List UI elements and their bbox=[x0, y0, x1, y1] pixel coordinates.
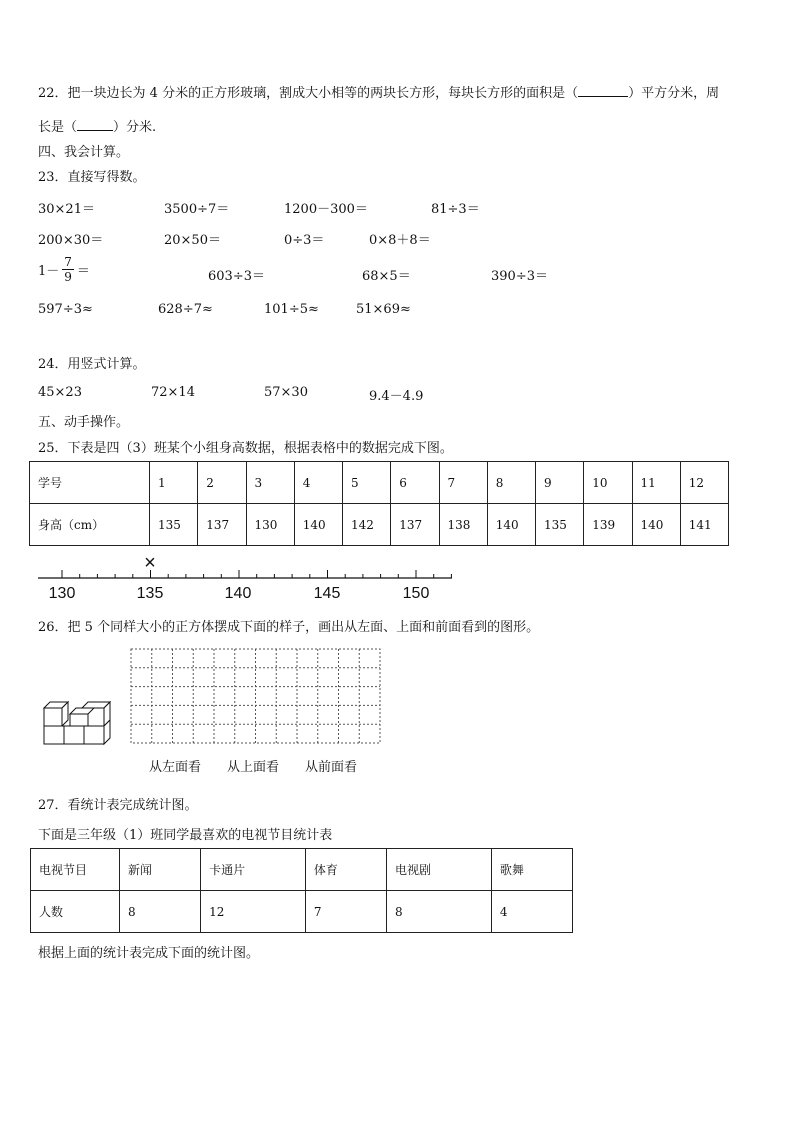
q23-r4-c2: 628÷7≈ bbox=[158, 302, 213, 317]
view-label-front: 从前面看 bbox=[305, 760, 358, 775]
q27-subtitle: 下面是三年级（1）班同学最喜欢的电视节目统计表 bbox=[38, 828, 333, 843]
q22-text-b: ）平方分米，周 bbox=[628, 86, 720, 101]
table-cell: 135 bbox=[536, 504, 584, 546]
q23-r3-c2: 603÷3＝ bbox=[208, 269, 265, 284]
q25-title: 25．下表是四（3）班某个小组身高数据，根据表格中的数据完成下图。 bbox=[38, 441, 453, 456]
table-cell: 体育 bbox=[305, 849, 386, 891]
table-cell: 130 bbox=[246, 504, 294, 546]
q23-r4-c1: 597÷3≈ bbox=[38, 302, 93, 317]
table-cell: 140 bbox=[294, 504, 342, 546]
table-cell: 12 bbox=[201, 891, 306, 933]
q22-line2 bbox=[38, 116, 156, 135]
q23-r2-c3: 0÷3＝ bbox=[284, 233, 325, 248]
table-cell: 140 bbox=[632, 504, 680, 546]
q23-r3-prefix: 1－ bbox=[38, 264, 60, 279]
fraction-denominator: 9 bbox=[64, 270, 72, 284]
q22-area-blank[interactable] bbox=[578, 96, 628, 97]
table-row bbox=[30, 462, 729, 504]
q23-r1-c3: 1200－300＝ bbox=[284, 202, 368, 217]
q24-item-1: 45×23 bbox=[38, 385, 82, 400]
axis-label-145: 145 bbox=[313, 585, 341, 602]
height-number-line bbox=[30, 550, 460, 605]
q23-r1-c2: 3500÷7＝ bbox=[164, 202, 230, 217]
q23-r3-c4: 390÷3＝ bbox=[491, 269, 548, 284]
q24-item-4: 9.4－4.9 bbox=[369, 389, 424, 404]
q22-text-c: 长是（ bbox=[38, 120, 78, 135]
table-cell: 2 bbox=[198, 462, 246, 504]
table-cell: 9 bbox=[536, 462, 584, 504]
table-cell: 5 bbox=[343, 462, 391, 504]
view-label-left: 从左面看 bbox=[149, 760, 202, 775]
axis-label-135: 135 bbox=[136, 585, 164, 602]
row-header-height: 身高（cm） bbox=[30, 504, 150, 546]
q23-r3-c1 bbox=[38, 255, 90, 284]
q22-text-d: ）分米. bbox=[113, 120, 157, 135]
axis-label-150: 150 bbox=[402, 585, 430, 602]
table-cell: 10 bbox=[584, 462, 632, 504]
q23-r3-suffix: ＝ bbox=[76, 264, 90, 279]
q22-text-a: 22．把一块边长为 4 分米的正方形玻璃，割成大小相等的两块长方形，每块长方形的面积是（ bbox=[38, 86, 579, 101]
number-line-ticks bbox=[62, 570, 451, 578]
q27-footer: 根据上面的统计表完成下面的统计图。 bbox=[38, 946, 260, 961]
height-table bbox=[29, 461, 729, 546]
table-cell: 8 bbox=[120, 891, 201, 933]
q22-line1 bbox=[38, 82, 719, 101]
q23-r1-c4: 81÷3＝ bbox=[431, 202, 480, 217]
table-cell: 12 bbox=[680, 462, 728, 504]
row-header-count: 人数 bbox=[31, 891, 120, 933]
dotted-drawing-grid[interactable] bbox=[130, 648, 381, 744]
cube-stack-figure bbox=[40, 690, 116, 748]
q24-title: 24．用竖式计算。 bbox=[38, 357, 146, 372]
table-cell: 137 bbox=[198, 504, 246, 546]
q23-r1-c1: 30×21＝ bbox=[38, 202, 95, 217]
axis-label-130: 130 bbox=[48, 585, 76, 602]
q23-r4-c3: 101÷5≈ bbox=[264, 302, 319, 317]
table-cell: 1 bbox=[150, 462, 198, 504]
q23-title: 23．直接写得数。 bbox=[38, 170, 146, 185]
q23-fraction bbox=[62, 255, 74, 284]
q23-r2-c4: 0×8＋8＝ bbox=[369, 233, 431, 248]
row-header-program: 电视节目 bbox=[31, 849, 120, 891]
table-cell: 8 bbox=[487, 462, 535, 504]
table-cell: 141 bbox=[680, 504, 728, 546]
q23-r4-c4: 51×69≈ bbox=[356, 302, 411, 317]
table-cell: 11 bbox=[632, 462, 680, 504]
q23-r3-c3: 68×5＝ bbox=[362, 269, 411, 284]
table-cell: 140 bbox=[487, 504, 535, 546]
table-cell: 7 bbox=[305, 891, 386, 933]
table-cell: 3 bbox=[246, 462, 294, 504]
table-cell: 8 bbox=[387, 891, 492, 933]
table-cell: 4 bbox=[294, 462, 342, 504]
axis-label-140: 140 bbox=[224, 585, 252, 602]
q24-item-3: 57×30 bbox=[264, 385, 308, 400]
q27-title: 27．看统计表完成统计图。 bbox=[38, 798, 198, 813]
table-cell: 7 bbox=[439, 462, 487, 504]
tv-program-table bbox=[30, 848, 573, 933]
table-cell: 135 bbox=[150, 504, 198, 546]
table-row bbox=[31, 891, 573, 933]
table-cell: 6 bbox=[391, 462, 439, 504]
table-row bbox=[31, 849, 573, 891]
q26-title: 26．把 5 个同样大小的正方体摆成下面的样子，画出从左面、上面和前面看到的图形。 bbox=[38, 620, 540, 635]
table-cell: 歌舞 bbox=[491, 849, 572, 891]
q24-item-2: 72×14 bbox=[151, 385, 195, 400]
table-cell: 卡通片 bbox=[201, 849, 306, 891]
table-cell: 4 bbox=[491, 891, 572, 933]
table-cell: 138 bbox=[439, 504, 487, 546]
q22-perimeter-blank[interactable] bbox=[77, 130, 113, 131]
section-5-heading: 五、动手操作。 bbox=[38, 415, 130, 430]
table-cell: 139 bbox=[584, 504, 632, 546]
q23-r2-c2: 20×50＝ bbox=[164, 233, 221, 248]
fraction-numerator: 7 bbox=[64, 255, 72, 269]
cross-marker: × bbox=[144, 552, 156, 574]
table-cell: 142 bbox=[343, 504, 391, 546]
view-label-top: 从上面看 bbox=[227, 760, 280, 775]
table-cell: 电视剧 bbox=[387, 849, 492, 891]
table-row bbox=[30, 504, 729, 546]
row-header-number: 学号 bbox=[30, 462, 150, 504]
section-4-heading: 四、我会计算。 bbox=[38, 145, 130, 160]
table-cell: 137 bbox=[391, 504, 439, 546]
table-cell: 新闻 bbox=[120, 849, 201, 891]
q23-r2-c1: 200×30＝ bbox=[38, 233, 104, 248]
